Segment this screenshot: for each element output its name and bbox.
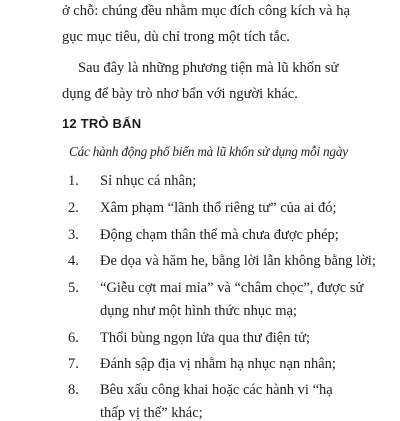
list-item-text: Động chạm thân thể mà chưa được phép;: [100, 227, 339, 243]
intro-paragraph-2-line-1: Sau đây là những phương tiện mà lũ khốn sử: [78, 60, 339, 76]
list-item-text: Sỉ nhục cá nhân;: [100, 173, 197, 189]
list-item-number: 6.: [68, 330, 79, 346]
list-item-number: 3.: [68, 227, 79, 243]
list-item-number: 2.: [68, 200, 79, 216]
section-subtitle: Các hành động phổ biến mà lũ khốn sử dụng mỗi ngày: [69, 144, 348, 159]
list-item-text: “Giễu cợt mai mỉa” và “châm chọc”, được sử: [100, 280, 364, 296]
intro-line-2: gục mục tiêu, dù chỉ trong một tích tắc.: [62, 29, 290, 45]
list-item-number: 5.: [68, 280, 79, 296]
intro-line-1: ở chỗ: chúng đều nhằm mục đích công kích và hạ: [62, 3, 350, 19]
list-item-text: Thổi bùng ngọn lửa qua thư điện tử;: [100, 330, 311, 346]
section-heading: 12 TRÒ BẨN: [62, 116, 142, 131]
list-item-text: Đe dọa và hăm he, bằng lời lẫn không bằng lời;: [100, 253, 376, 269]
list-item-text-continuation: thấp vị thế” khác;: [100, 405, 203, 421]
list-item-number: 7.: [68, 356, 79, 372]
list-item-text: Bêu xấu công khai hoặc các hành vi “hạ: [100, 382, 333, 398]
list-item-text: Đánh sập địa vị nhằm hạ nhục nạn nhân;: [100, 356, 336, 372]
list-item-text: Xâm phạm “lãnh thổ riêng tư” của ai đó;: [100, 200, 337, 216]
list-item-number: 1.: [68, 173, 79, 189]
list-item-number: 4.: [68, 253, 79, 269]
list-item-number: 8.: [68, 382, 79, 398]
list-item-text-continuation: dụng như một hình thức nhục mạ;: [100, 303, 297, 319]
intro-paragraph-2-line-2: dụng để bày trò nhơ bẩn với người khác.: [62, 86, 298, 102]
